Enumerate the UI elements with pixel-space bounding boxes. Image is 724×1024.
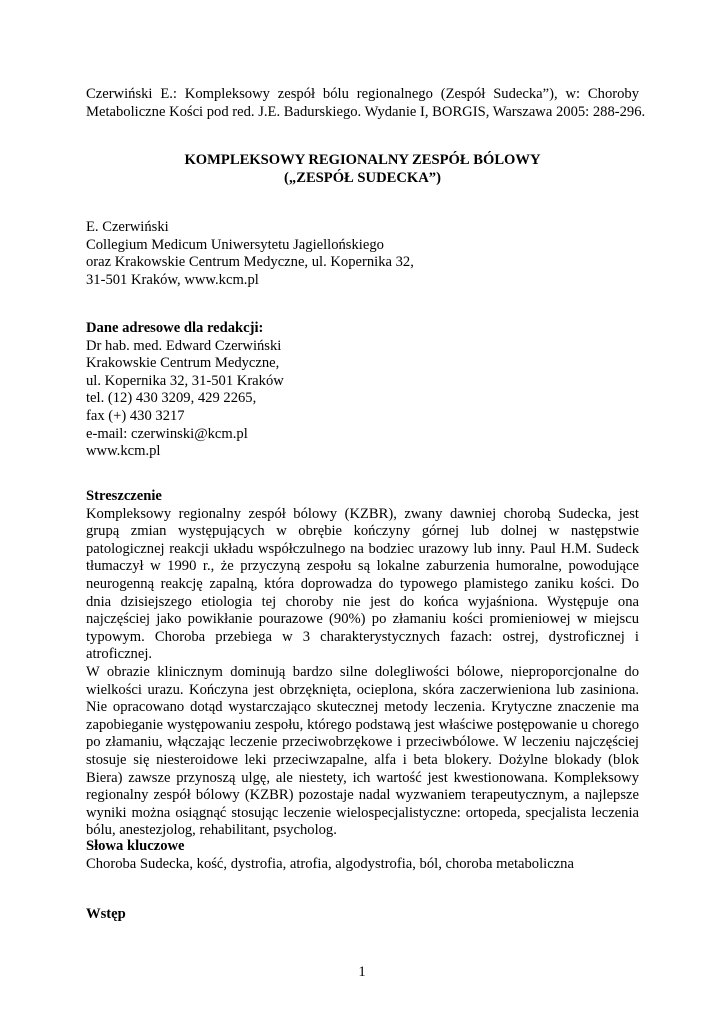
address-line: fax (+) 430 3217	[86, 407, 185, 424]
intro-section	[86, 906, 639, 924]
address-line: tel. (12) 430 3209, 429 2265,	[86, 390, 257, 407]
address-line: Krakowskie Centrum Medyczne,	[86, 355, 280, 372]
abstract-line: zapobieganie występowaniu zespołu, którego podstawą jest właściwe postępowanie u chorego	[86, 716, 639, 733]
title-line-1: KOMPLEKSOWY REGIONALNY ZESPÓŁ BÓLOWY	[184, 152, 541, 168]
abstract-line: typowym. Choroba przebiega w 3 charakterystycznych fazach: ostrej, dystroficznej i	[86, 628, 639, 645]
abstract-line: grupą zmian występujących w obrębie kończyny górnej lub dolnej w następstwie	[86, 523, 639, 540]
abstract-line: najczęściej jako powikłanie pourazowe (90%) po złamaniu kości promieniowej w miejscu	[86, 611, 639, 628]
abstract-line: W obrazie klinicznym dominują bardzo silne dolegliwości bólowe, nieproporcjonalne do	[86, 663, 639, 680]
citation-line: Metaboliczne Kości pod red. J.E. Badurskiego. Wydanie I, BORGIS, Warszawa 2005: 288-296.	[86, 103, 646, 120]
address-line: ul. Kopernika 32, 31-501 Kraków	[86, 372, 284, 389]
author-city: 31-501 Kraków, www.kcm.pl	[86, 271, 259, 288]
citation-line: Czerwiński E.: Kompleksowy zespół bólu regionalnego (Zespół Sudecka”), w: Choroby	[86, 86, 639, 102]
author-name: E. Czerwiński	[86, 219, 169, 235]
title-line-2: („ZESPÓŁ SUDECKA”)	[284, 169, 441, 186]
abstract-line: neurogenną reakcję zapalną, która doprowadza do typowego plamistego zaniku kości. Do	[86, 575, 639, 592]
abstract-section	[86, 488, 639, 840]
keywords-section	[86, 838, 639, 873]
abstract-heading: Streszczenie	[86, 488, 162, 504]
address-block	[86, 320, 639, 461]
abstract-line: wyniki można osiągnąć stosując leczenie wielospecjalistyczne: ortopeda, specjalista leczenia	[86, 804, 639, 821]
abstract-line: stosuje się niesteroidowe leki przeciwzapalne, alfa i beta blokery. Dożylne blokady (blok	[86, 751, 639, 768]
abstract-line: Kompleksowy regionalny zespół bólowy (KZBR), zwany dawniej chorobą Sudecka, jest	[86, 505, 639, 522]
abstract-line: regionalny zespół bólowy (KZBR) pozostaje nadal wyzwaniem terapeutycznym, a najlepsze	[86, 787, 639, 804]
address-heading: Dane adresowe dla redakcji:	[86, 320, 264, 336]
abstract-line: patologicznej reakcji układu współczulnego na bodziec urazowy lub inny. Paul H.M. Sudeck	[86, 540, 639, 557]
abstract-line: dnia dzisiejszego etiologia tej choroby nie jest do końca wyjaśniona. Występuje ona	[86, 593, 639, 610]
abstract-line: bólu, anestezjolog, rehabilitant, psycholog.	[86, 822, 337, 839]
address-line: Dr hab. med. Edward Czerwiński	[86, 337, 282, 354]
abstract-line: wielkości urazu. Kończyna jest obrzęknięta, ocieplona, skóra zaczerwieniona lub zasiniona.	[86, 681, 639, 698]
author-block	[86, 219, 639, 289]
abstract-line: po złamaniu, włączając leczenie przeciwobrzękowe i przeciwbólowe. W leczeniu najczęściej	[86, 734, 639, 751]
abstract-line: Nie opracowano dotąd wystarczająco skutecznej metody leczenia. Krytyczne znaczenie ma	[86, 699, 639, 716]
abstract-line: Biera) zawsze przynoszą ulgę, ale niestety, ich wartość jest kwestionowana. Kompleksowy	[86, 769, 639, 786]
address-email: e-mail: czerwinski@kcm.pl	[86, 425, 248, 442]
keywords-text: Choroba Sudecka, kość, dystrofia, atrofia, algodystrofia, ból, choroba metaboliczna	[86, 855, 574, 872]
author-affiliation: Collegium Medicum Uniwersytetu Jagiellońskiego	[86, 236, 384, 253]
article-title	[86, 152, 639, 187]
keywords-heading: Słowa kluczowe	[86, 838, 185, 854]
citation	[86, 86, 646, 121]
author-affiliation: oraz Krakowskie Centrum Medyczne, ul. Kopernika 32,	[86, 254, 414, 271]
address-website: www.kcm.pl	[86, 443, 161, 460]
intro-heading: Wstęp	[86, 906, 126, 922]
page-number: 1	[358, 964, 366, 980]
abstract-line: tłumaczył w 1990 r., że przyczyną zespołu są lokalne zaburzenia humoralne, powodujące	[86, 558, 639, 575]
abstract-line: atroficznej.	[86, 646, 153, 663]
